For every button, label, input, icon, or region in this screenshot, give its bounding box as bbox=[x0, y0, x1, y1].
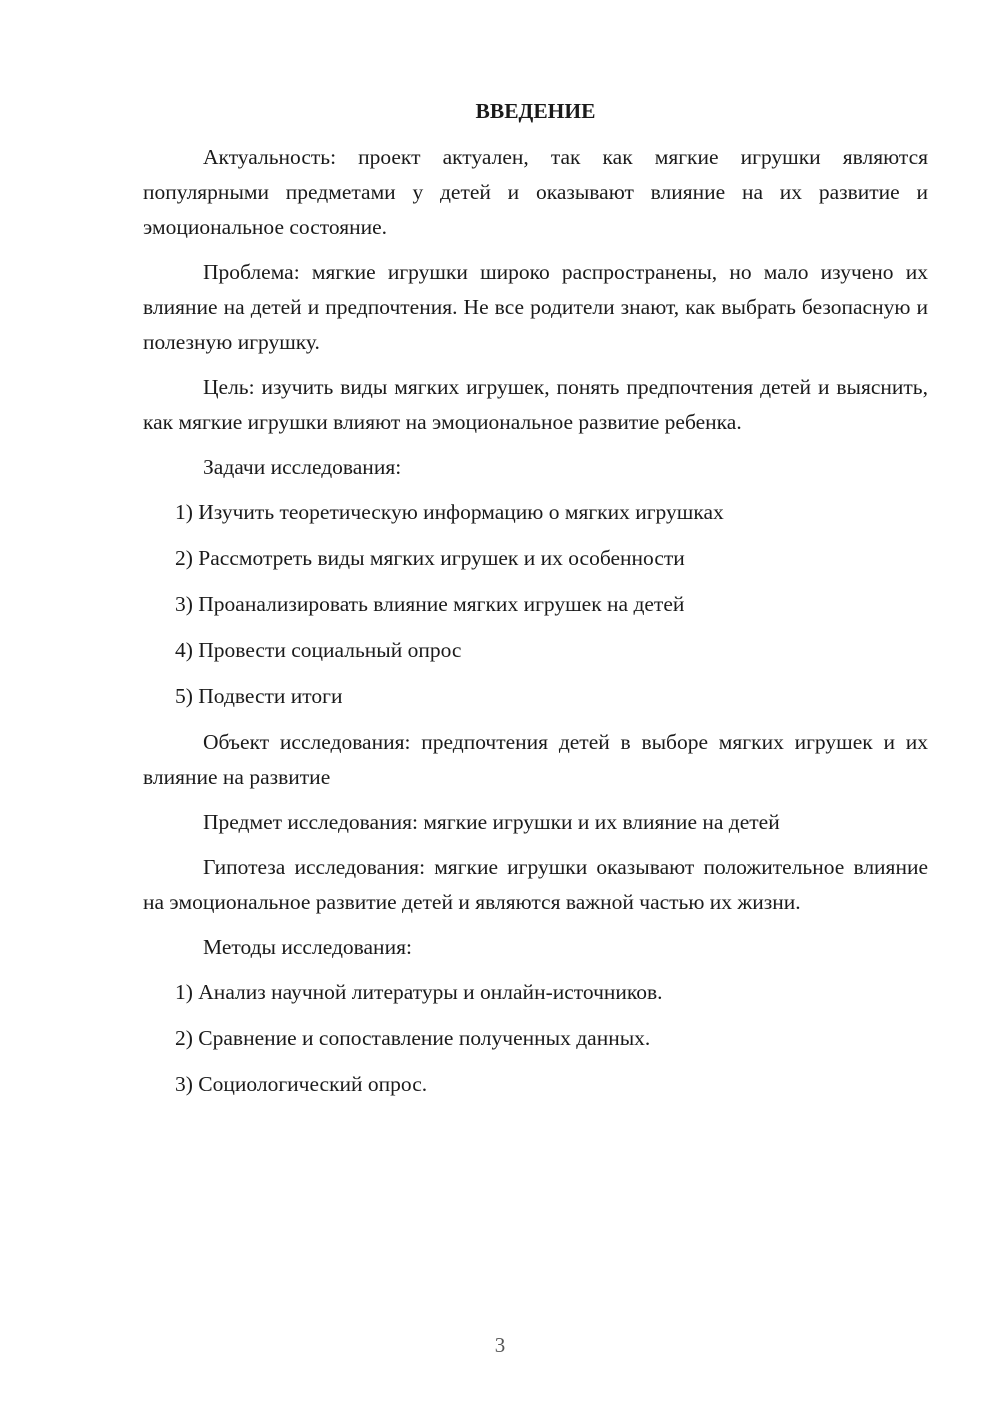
hypothesis-paragraph: Гипотеза исследования: мягкие игрушки оказывают положительное влияние на эмоциональное развитие детей и являются важной частью их жизни. bbox=[143, 855, 928, 914]
goal-paragraph: Цель: изучить виды мягких игрушек, понять предпочтения детей и выяснить, как мягкие игрушки влияют на эмоциональное развитие ребенка. bbox=[143, 375, 928, 434]
method-item: 3) Социологический опрос. bbox=[175, 1072, 428, 1096]
section-title: ВВЕДЕНИЕ bbox=[475, 99, 596, 123]
method-item: 2) Сравнение и сопоставление полученных данных. bbox=[175, 1026, 651, 1050]
method-item: 1) Анализ научной литературы и онлайн-источников. bbox=[175, 980, 663, 1004]
task-item: 5) Подвести итоги bbox=[175, 684, 343, 708]
document-page bbox=[143, 96, 928, 1113]
task-item: 4) Провести социальный опрос bbox=[175, 638, 462, 662]
task-item: 1) Изучить теоретическую информацию о мягких игрушках bbox=[175, 500, 724, 524]
subject-paragraph: Предмет исследования: мягкие игрушки и их влияние на детей bbox=[203, 810, 780, 834]
task-item: 3) Проанализировать влияние мягких игрушек на детей bbox=[175, 592, 685, 616]
object-paragraph: Объект исследования: предпочтения детей в выборе мягких игрушек и их влияние на развитие bbox=[143, 730, 928, 789]
problem-paragraph: Проблема: мягкие игрушки широко распространены, но мало изучено их влияние на детей и предпочтения. Не все родители знают, как выбрать безопасную и полезную игрушку. bbox=[143, 260, 928, 354]
relevance-paragraph: Актуальность: проект актуален, так как мягкие игрушки являются популярными предметами у детей и оказывают влияние на их развитие и эмоциональное состояние. bbox=[143, 145, 928, 239]
tasks-heading: Задачи исследования: bbox=[203, 455, 402, 479]
page-number: 3 bbox=[494, 1333, 506, 1357]
task-item: 2) Рассмотреть виды мягких игрушек и их особенности bbox=[175, 546, 685, 570]
methods-heading: Методы исследования: bbox=[203, 935, 412, 959]
